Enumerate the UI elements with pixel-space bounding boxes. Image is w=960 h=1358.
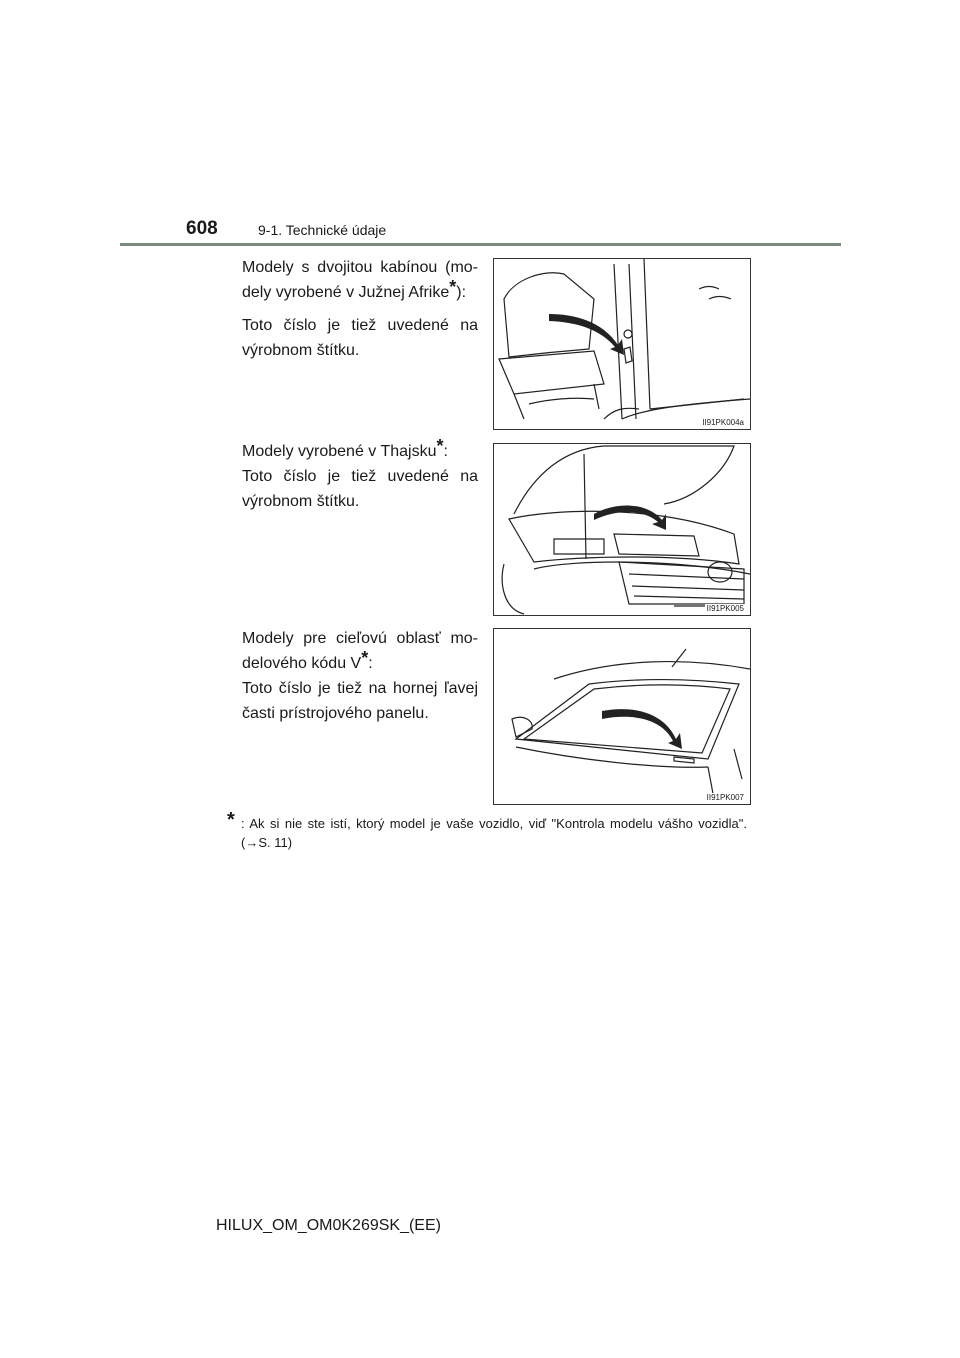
- figure-code: II91PK004a: [702, 418, 744, 427]
- figure-windshield: [493, 628, 751, 805]
- arrow-icon: [602, 709, 682, 749]
- block-area-code-v: [242, 626, 478, 734]
- block-heading: Modely vyrobené v Thajsku*:: [242, 436, 448, 460]
- figure-code: II91PK007: [706, 793, 744, 802]
- figure-door-pillar: [493, 258, 751, 430]
- block-heading: Modely pre cieľovú oblasť mo- delového kódu V*:: [242, 630, 478, 672]
- footer-doc-code: HILUX_OM_OM0K269SK_(EE): [216, 1217, 441, 1234]
- block-body: Toto číslo je tiež uvedené na výrobnom štítku.: [242, 468, 478, 510]
- figure-engine-bay: [493, 443, 751, 616]
- block-heading: Modely s dvojitou kabínou (mo- dely vyrobené v Južnej Afrike*):: [242, 259, 478, 301]
- page-number: 608: [186, 218, 218, 239]
- engine-bay-illustration: [494, 444, 750, 615]
- block-double-cab: [242, 255, 478, 371]
- figure-code: II91PK005: [706, 604, 744, 613]
- footnote: [227, 809, 747, 852]
- block-thailand: [242, 436, 478, 522]
- header-rule: [120, 243, 841, 246]
- arrow-icon: [594, 505, 666, 530]
- asterisk: *: [361, 648, 369, 668]
- asterisk: *: [436, 436, 444, 456]
- section-title: 9-1. Technické údaje: [258, 222, 387, 238]
- footnote-mark: *: [227, 809, 235, 831]
- footnote-text: : Ak si nie ste istí, ktorý model je vaše vozidlo, viď "Kontrola modelu vášho vozidla". (→S. 11): [241, 816, 747, 850]
- block-body: Toto číslo je tiež uvedené na výrobnom štítku.: [242, 317, 478, 359]
- door-pillar-illustration: [494, 259, 750, 429]
- windshield-illustration: [494, 629, 750, 804]
- block-body: Toto číslo je tiež na hornej ľavej časti prístrojového panelu.: [242, 680, 478, 722]
- asterisk: *: [449, 277, 457, 297]
